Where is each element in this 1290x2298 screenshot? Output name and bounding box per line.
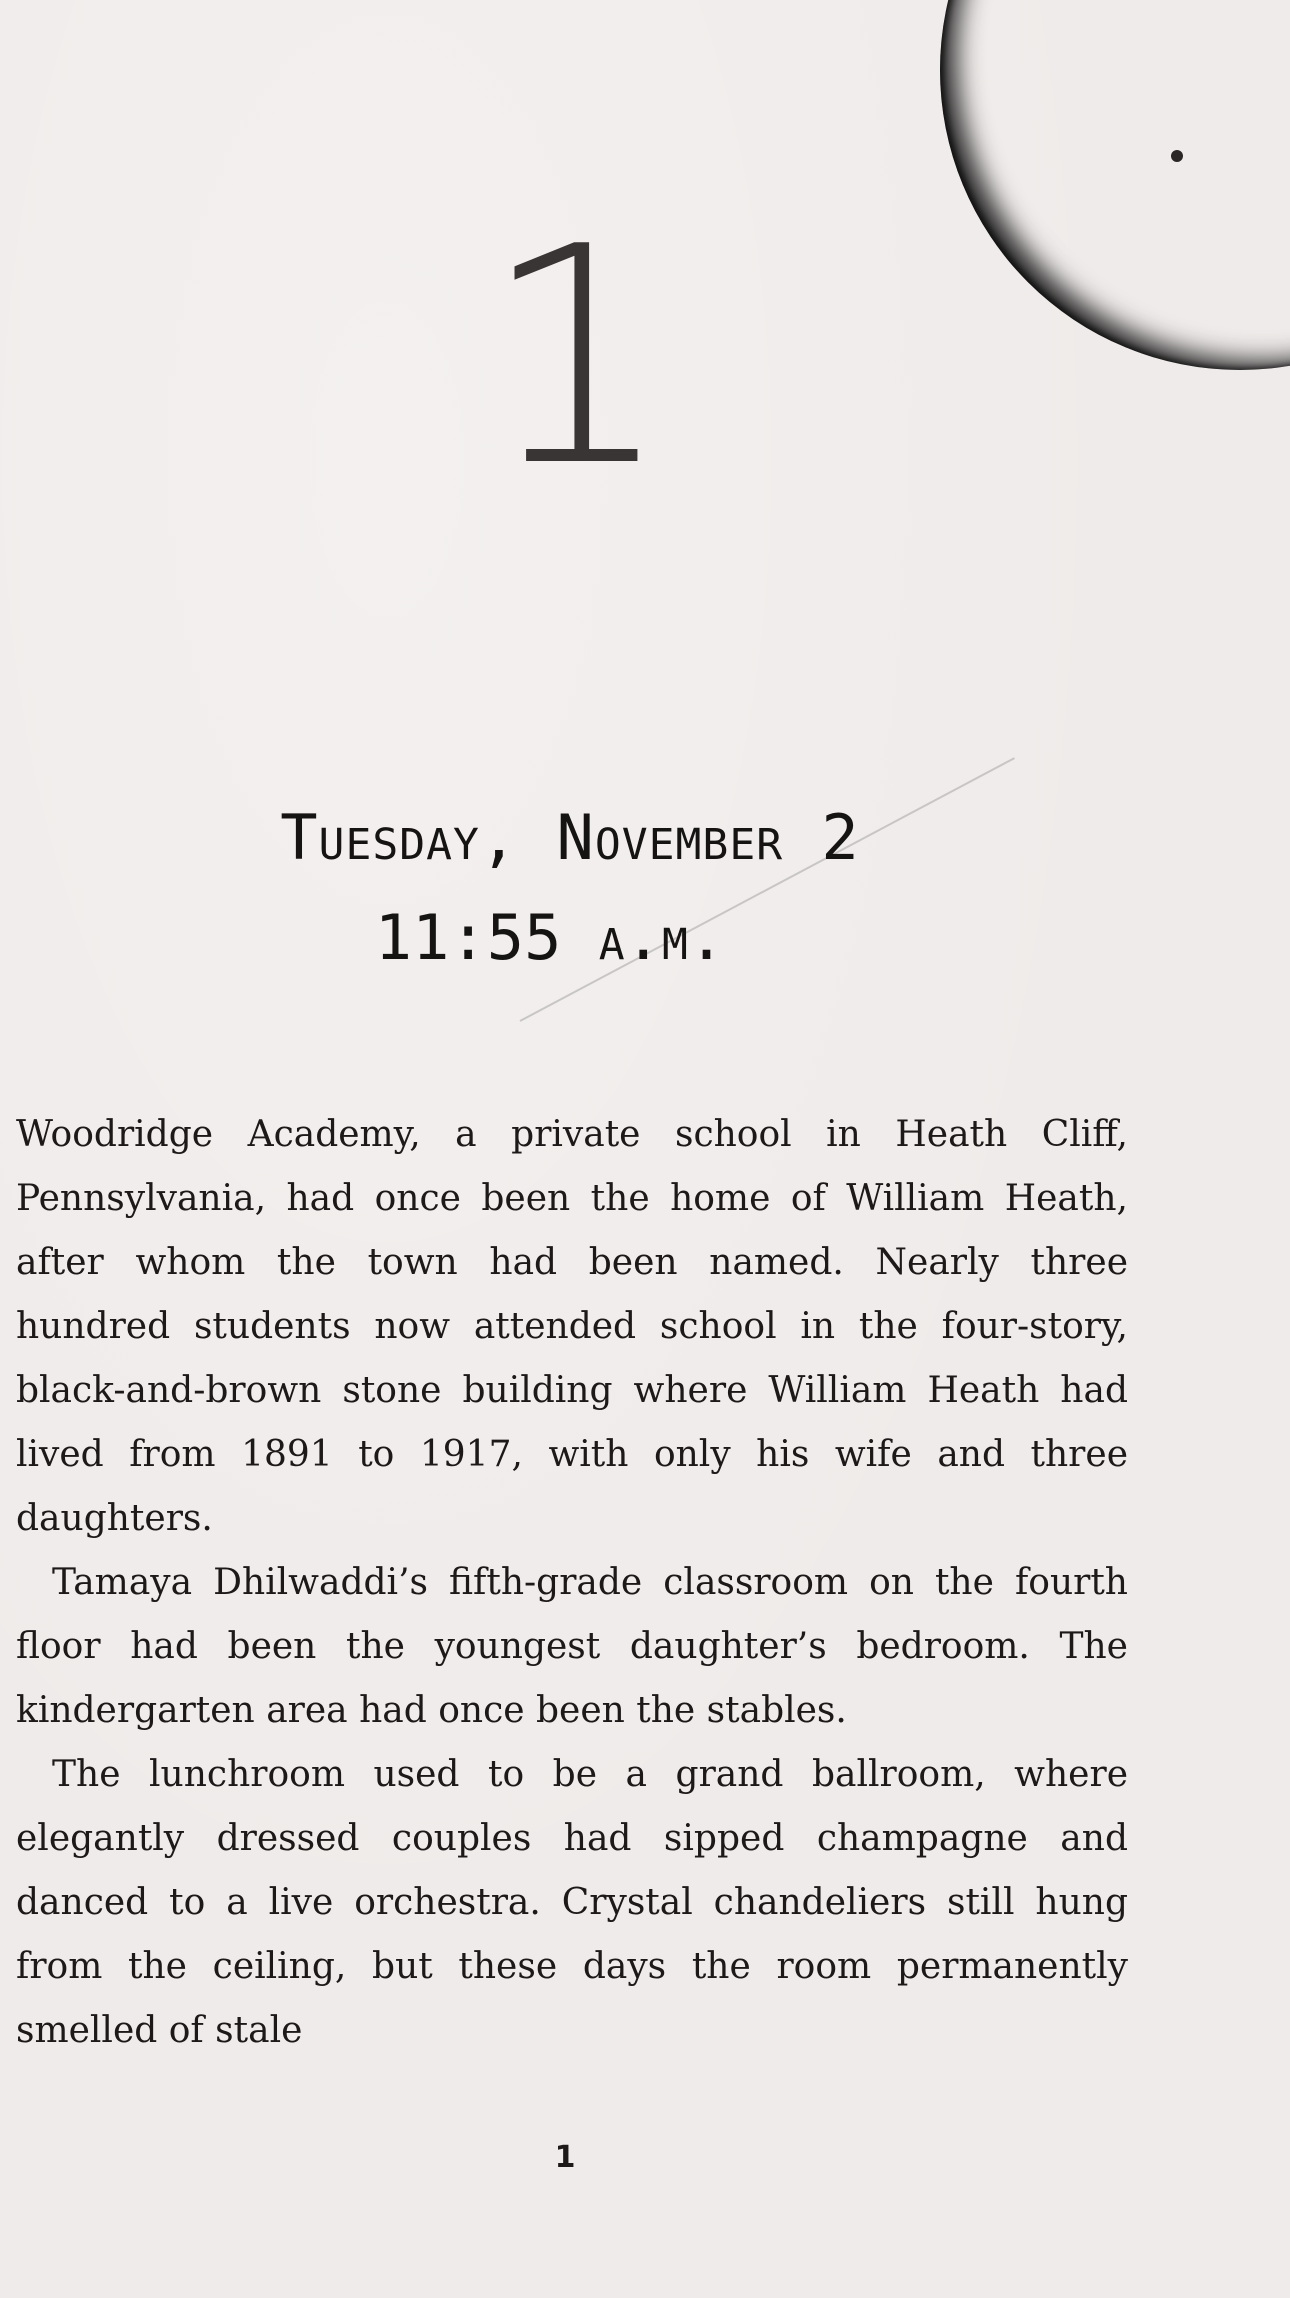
chapter-number: 1: [481, 183, 669, 532]
paragraph: The lunchroom used to be a grand ballroom, where elegantly dressed couples had sipped champagne and danced to a live orchestra. Crystal chandeliers still hung from the ceiling, but these days the room permanently smelled of stale: [16, 1754, 1128, 2051]
page-number: 1: [554, 2140, 576, 2175]
paper-crease: [520, 757, 1015, 1022]
paragraph: Tamaya Dhilwaddi’s fifth-grade classroom on the fourth floor had been the youngest daughter’s bedroom. The kindergarten area had once been the stables.: [16, 1562, 1128, 1731]
chapter-date: Tuesday, November 2: [280, 801, 860, 874]
body-text: [16, 1103, 1128, 2063]
chapter-time: 11:55 a.m.: [374, 901, 726, 974]
decorative-lens-dot: [1171, 150, 1183, 162]
paragraph: Woodridge Academy, a private school in Heath Cliff, Pennsylvania, had once been the home of William Heath, after whom the town had been named. Nearly three hundred students now attended school in the four-story, black-and-brown stone building where William Heath had lived from 1891 to 1917, with only his wife and three daughters.: [16, 1114, 1128, 1539]
